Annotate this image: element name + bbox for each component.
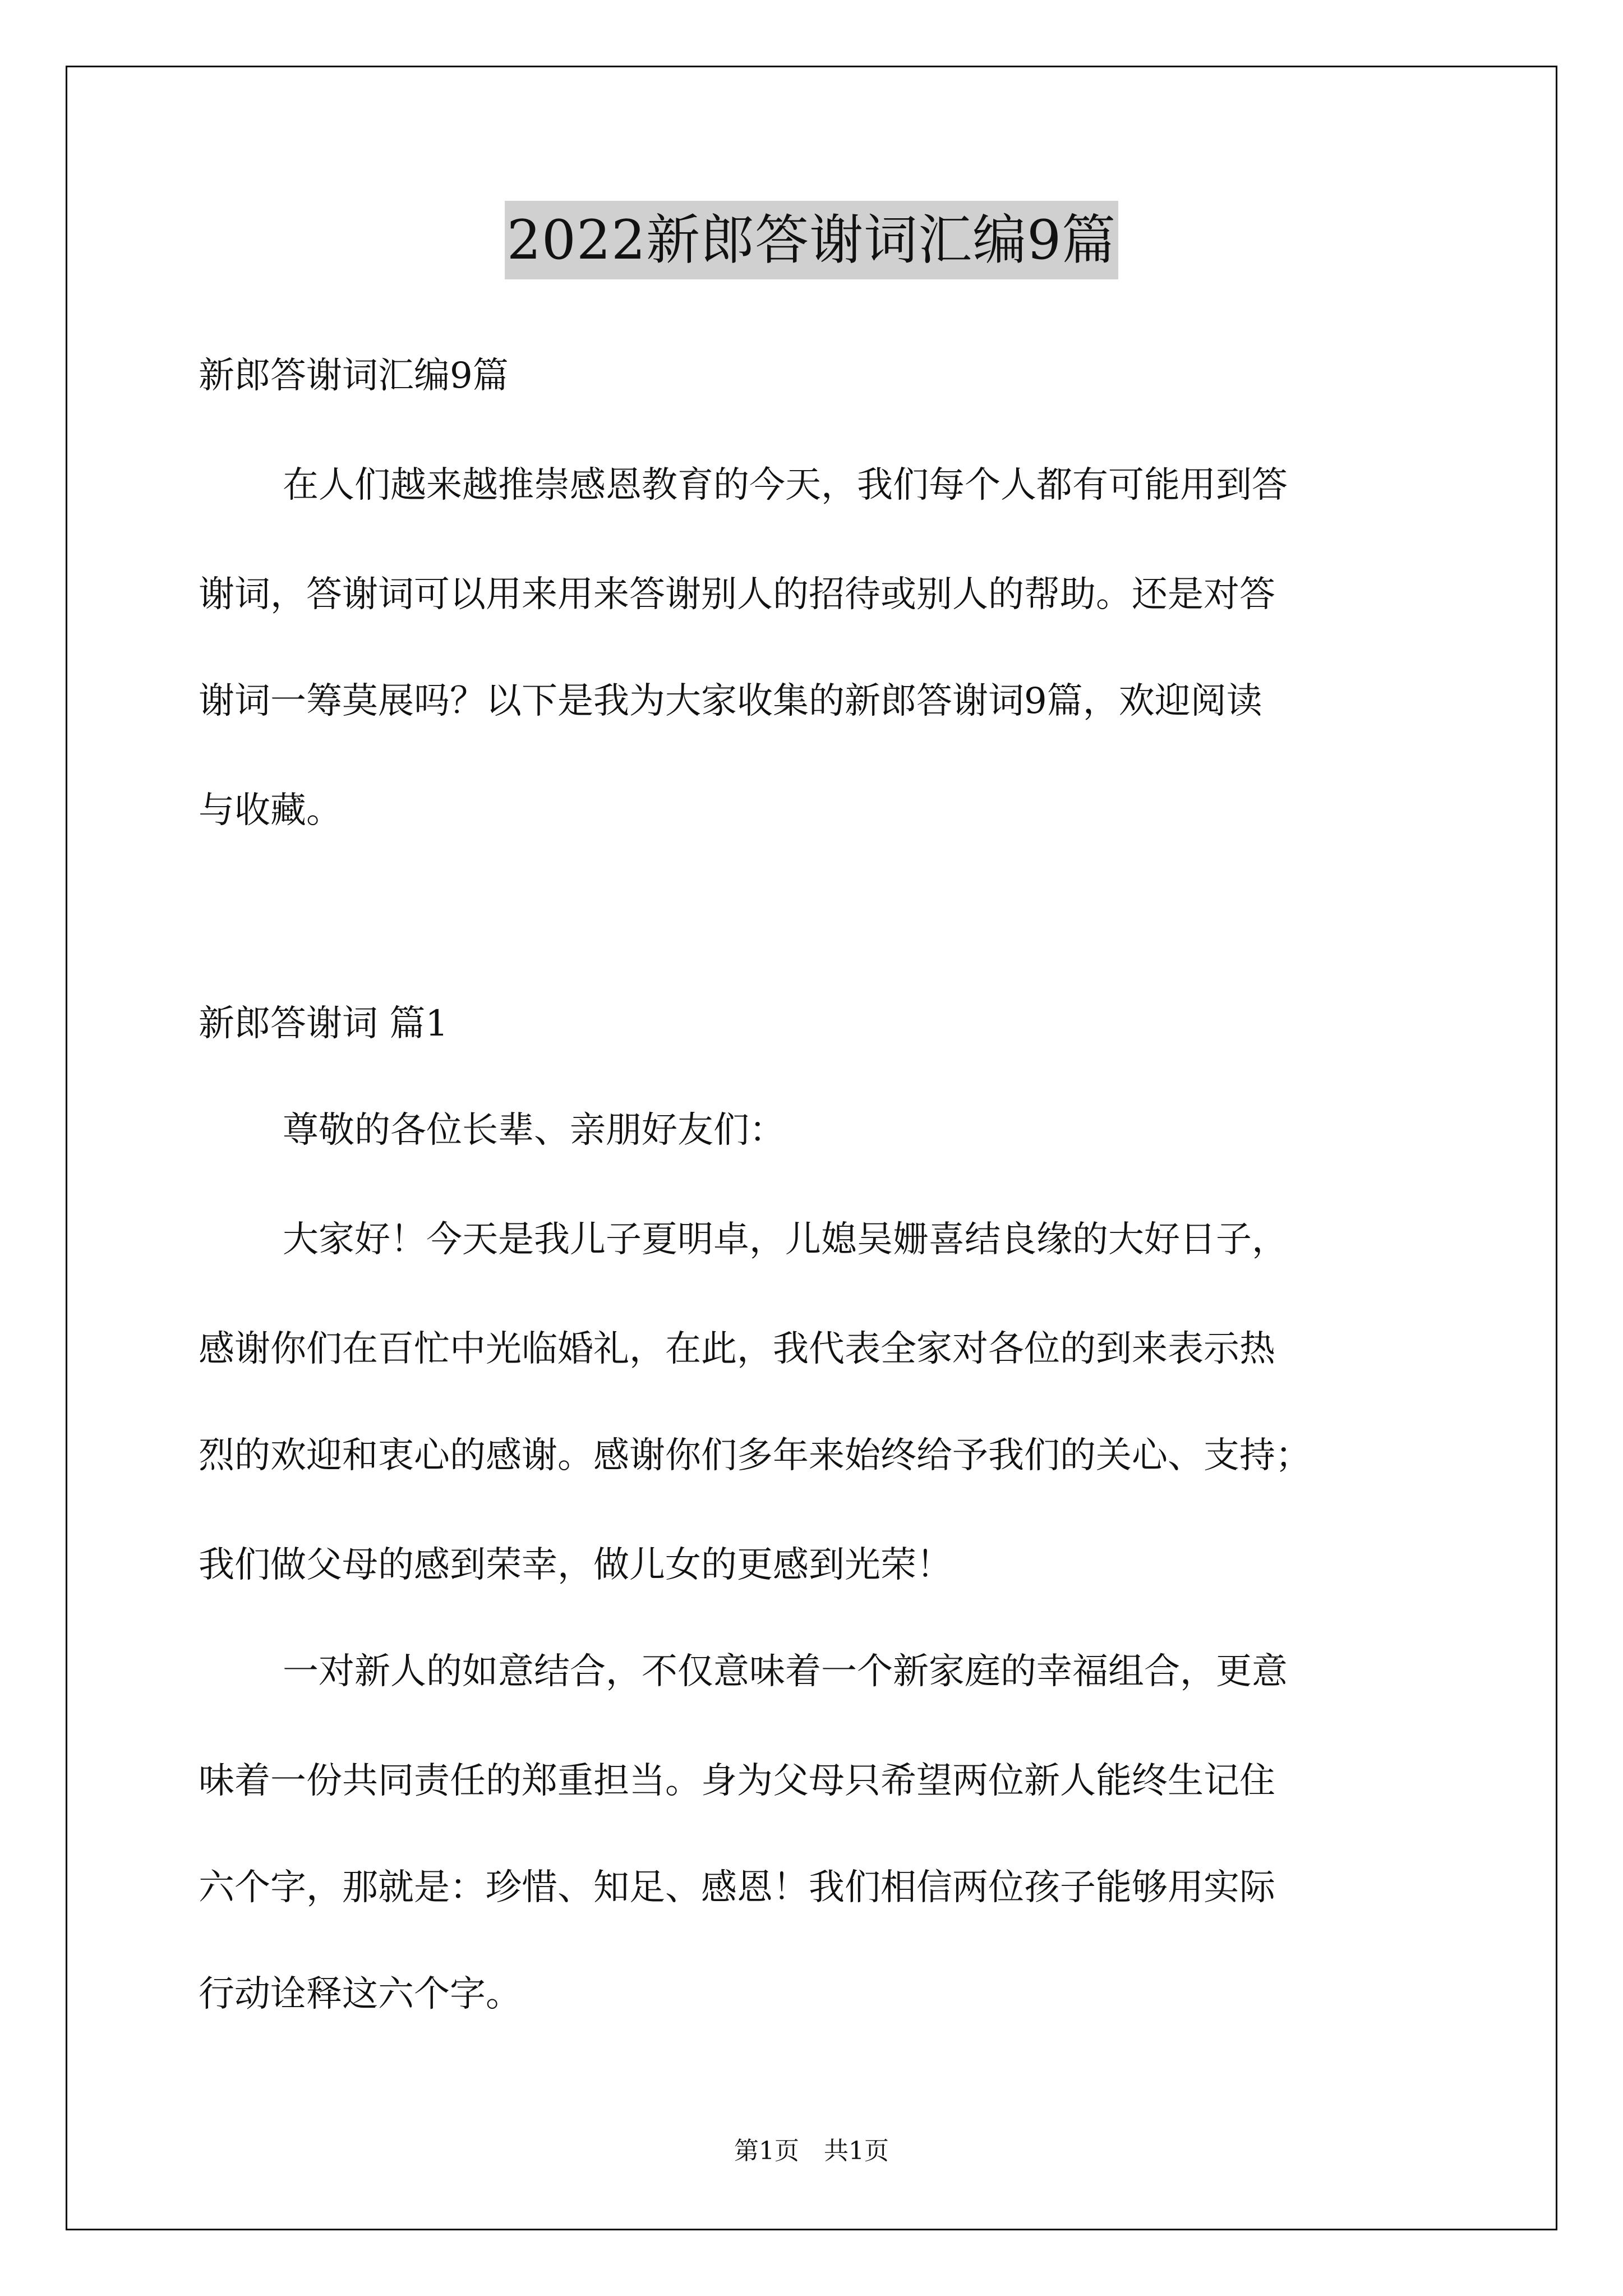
paragraph1-line-4: 我们做父母的感到荣幸，做儿女的更感到光荣！ xyxy=(199,1544,952,1586)
intro-line-3: 谢词一筹莫展吗？以下是我为大家收集的新郎答谢词9篇，欢迎阅读 xyxy=(199,680,1262,722)
page-footer: 第1页 共1页 xyxy=(734,2137,889,2165)
section-heading: 新郎答谢词 篇1 xyxy=(199,1003,449,1045)
intro-line-2: 谢词，答谢词可以用来用来答谢别人的招待或别人的帮助。还是对答 xyxy=(199,574,1275,615)
paragraph1-line-3: 烈的欢迎和衷心的感谢。感谢你们多年来始终给予我们的关心、支持； xyxy=(199,1435,1311,1476)
paragraph1-line-2: 感谢你们在百忙中光临婚礼，在此，我代表全家对各位的到来表示热 xyxy=(199,1328,1275,1370)
paragraph2-line-1: 一对新人的如意结合，不仅意味着一个新家庭的幸福组合，更意 xyxy=(283,1651,1288,1692)
paragraph2-line-4: 行动诠释这六个字。 xyxy=(199,1973,522,2015)
paragraph2-line-3: 六个字，那就是：珍惜、知足、感恩！我们相信两位孩子能够用实际 xyxy=(199,1867,1275,1908)
document-subtitle: 新郎答谢词汇编9篇 xyxy=(199,355,509,397)
paragraph1-line-1: 大家好！今天是我儿子夏明卓，儿媳吴姗喜结良缘的大好日子， xyxy=(283,1219,1288,1260)
paragraph2-line-2: 味着一份共同责任的郑重担当。身为父母只希望两位新人能终生记住 xyxy=(199,1760,1275,1802)
intro-line-4: 与收藏。 xyxy=(199,790,342,831)
document-title: 2022新郎答谢词汇编9篇 xyxy=(505,201,1118,279)
intro-line-1: 在人们越来越推崇感恩教育的今天，我们每个人都有可能用到答 xyxy=(283,464,1288,506)
title-container xyxy=(0,201,1623,279)
salutation: 尊敬的各位长辈、亲朋好友们： xyxy=(283,1110,785,1151)
